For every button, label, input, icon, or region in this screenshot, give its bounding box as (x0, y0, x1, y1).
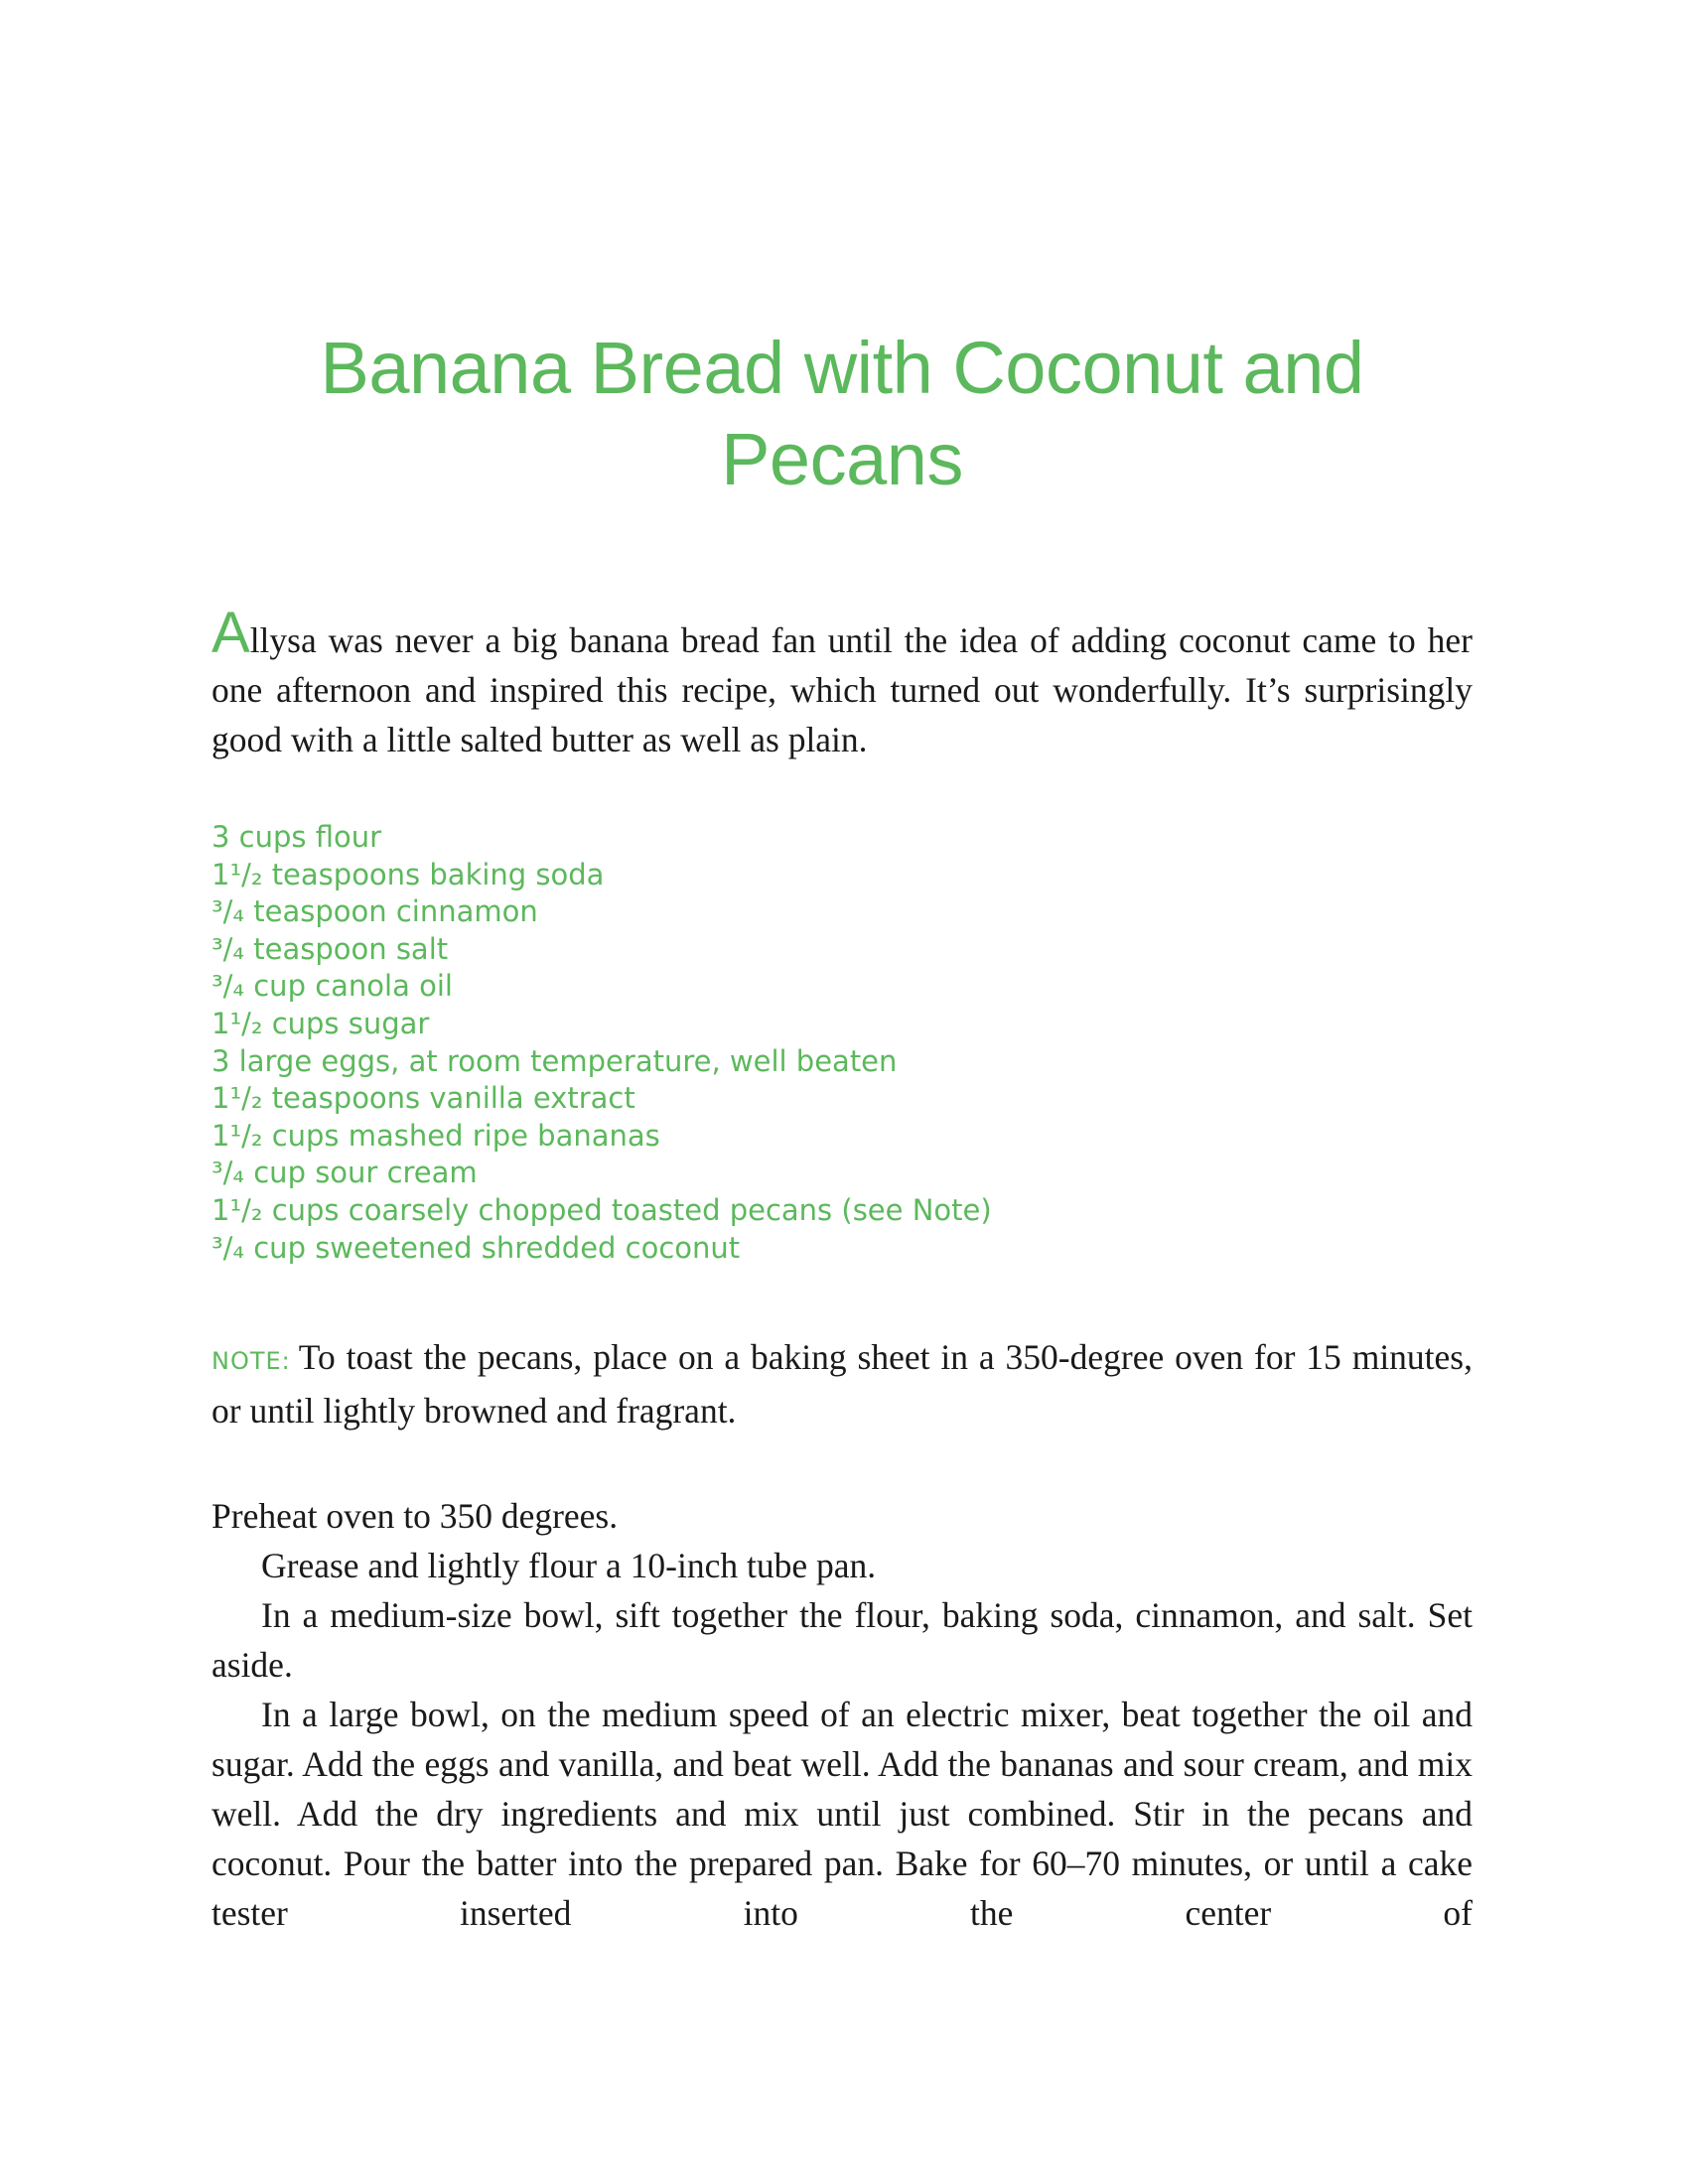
recipe-title (211, 323, 1473, 505)
recipe-intro (211, 601, 1473, 764)
ingredient-item: 1¹/₂ cups mashed ripe bananas (211, 1118, 660, 1153)
ingredient-item: 3 cups flour (211, 820, 382, 854)
recipe-title-line-2: Pecans (721, 417, 963, 500)
recipe-note (211, 1332, 1473, 1435)
method-step: Preheat oven to 350 degrees. (211, 1496, 619, 1536)
method-step: In a large bowl, on the medium speed of an electric mixer, beat together the oil and sugar. Add the eggs and vanilla, and beat well. Add the bananas and sour cream, and mix well. Add the dry ingredients and mix until just combined. Stir in the pecans and coconut. Pour the batter into the prepared pan. Bake for 60–70 minutes, or until a cake tester inserted into the center of (211, 1695, 1473, 1933)
ingredient-item: 3 large eggs, at room temperature, well beaten (211, 1043, 898, 1078)
method-step: Grease and lightly flour a 10-inch tube pan. (261, 1546, 877, 1585)
ingredient-item: ³/₄ teaspoon salt (211, 931, 449, 966)
ingredient-item: 1¹/₂ cups coarsely chopped toasted pecans (see Note) (211, 1192, 992, 1227)
method-step: In a medium-size bowl, sift together the flour, baking soda, cinnamon, and salt. Set aside. (211, 1595, 1473, 1685)
recipe-title-line-1: Banana Bread with Coconut and (320, 326, 1364, 409)
ingredient-item: ³/₄ cup sweetened shredded coconut (211, 1230, 741, 1265)
ingredient-item: ³/₄ cup canola oil (211, 969, 453, 1004)
note-label: NOTE: (211, 1347, 291, 1375)
ingredient-list (211, 819, 992, 1267)
note-text: To toast the pecans, place on a baking sheet in a 350-degree oven for 15 minutes, or until lightly browned and fragrant. (211, 1337, 1473, 1431)
ingredient-item: 1¹/₂ teaspoons vanilla extract (211, 1081, 635, 1116)
ingredient-item: ³/₄ cup sour cream (211, 1156, 478, 1190)
intro-text: llysa was never a big banana bread fan until the idea of adding coconut came to her one afternoon and inspired this recipe, which turned out wonderfully. It’s surprisingly good with a little salted butter as well as plain. (211, 620, 1473, 759)
ingredient-item: ³/₄ teaspoon cinnamon (211, 894, 538, 929)
ingredient-item: 1¹/₂ teaspoons baking soda (211, 857, 605, 891)
recipe-method (211, 1491, 1473, 1938)
drop-cap: A (211, 601, 250, 665)
ingredient-item: 1¹/₂ cups sugar (211, 1006, 430, 1040)
